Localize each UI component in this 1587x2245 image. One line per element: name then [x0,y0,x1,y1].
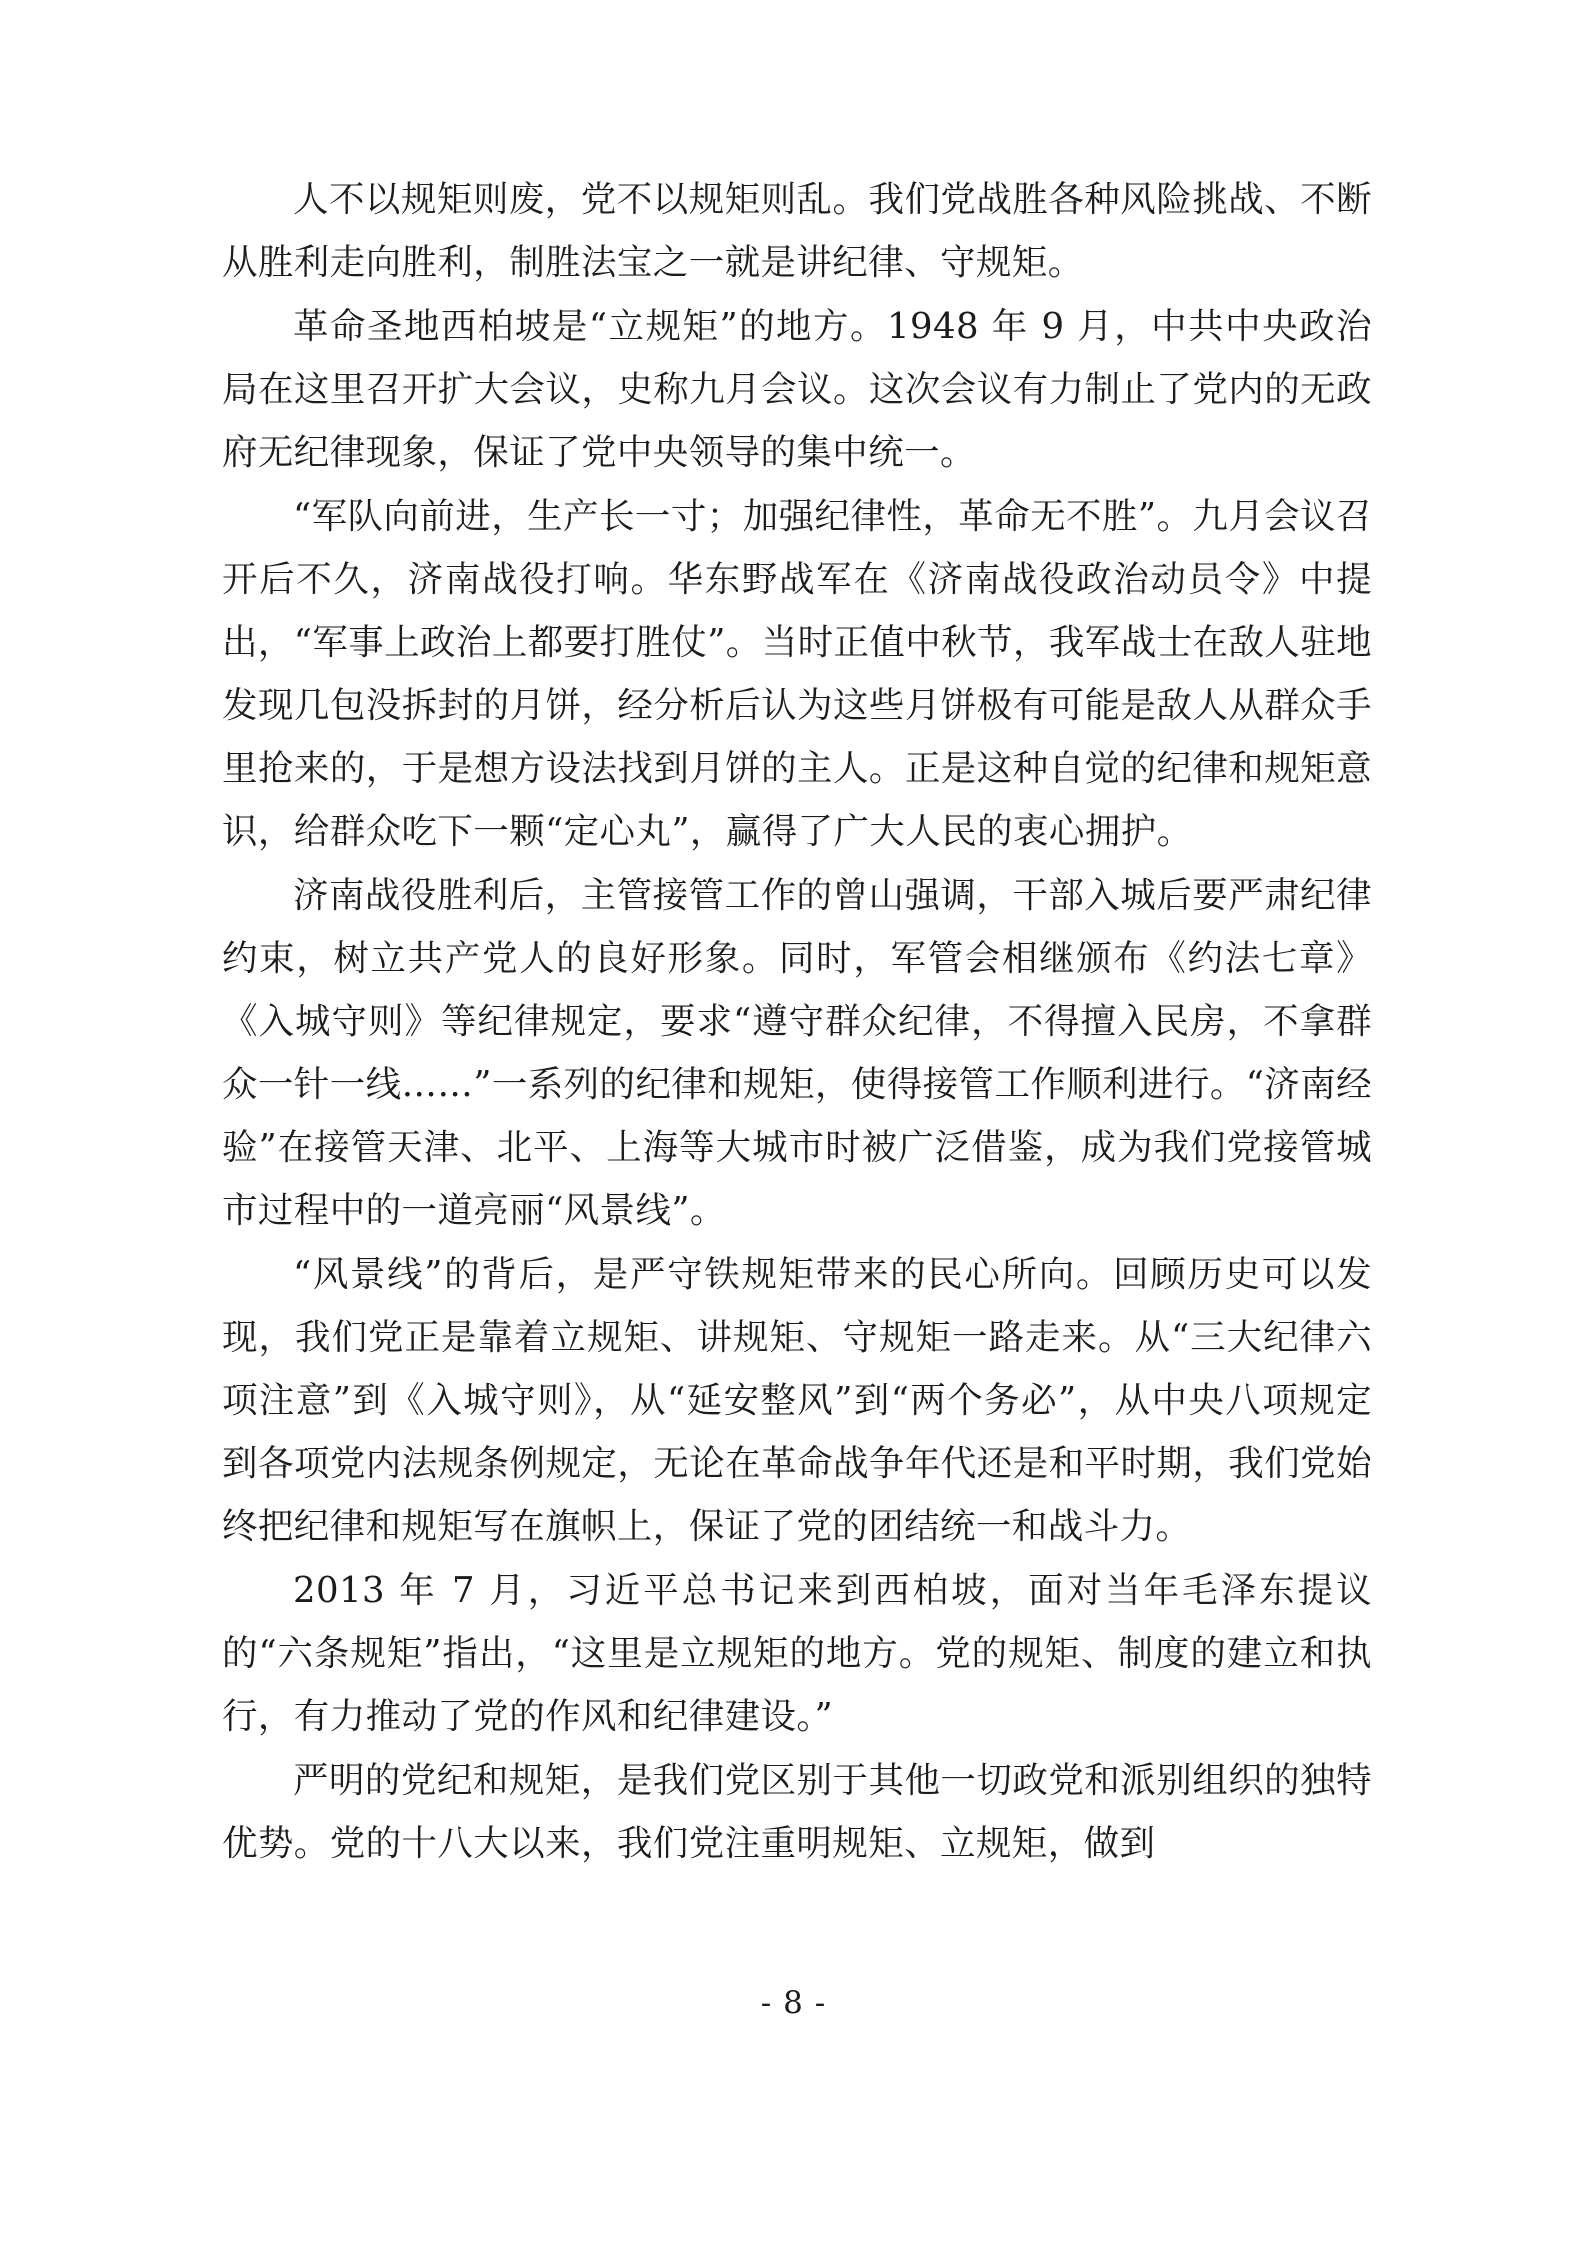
paragraph: 2013 年 7 月，习近平总书记来到西柏坡，面对当年毛泽东提议的“六条规矩”指出，“这里是立规矩的地方。党的规矩、制度的建立和执行，有力推动了党的作风和纪律建设。” [222,1570,1372,1737]
paragraph: “军队向前进，生产长一寸；加强纪律性，革命无不胜”。九月会议召开后不久，济南战役打响。华东野战军在《济南战役政治动员令》中提出，“军事上政治上都要打胜仗”。当时正值中秋节，我军战士在敌人驻地发现几包没拆封的月饼，经分析后认为这些月饼极有可能是敌人从群众手里抢来的，于是想方设法找到月饼的主人。正是这种自觉的纪律和规矩意识，给群众吃下一颗“定心丸”，赢得了广大人民的衷心拥护。 [222,496,1372,852]
paragraph: 人不以规矩则废，党不以规矩则乱。我们党战胜各种风险挑战、不断从胜利走向胜利，制胜法宝之一就是讲纪律、守规矩。 [222,179,1372,283]
page-number: - 8 - [760,1985,827,2021]
page-body [222,168,1372,1876]
paragraph: 济南战役胜利后，主管接管工作的曾山强调，干部入城后要严肃纪律约束，树立共产党人的良好形象。同时，军管会相继颁布《约法七章》《入城守则》等纪律规定，要求“遵守群众纪律，不得擅入民房，不拿群众一针一线……”一系列的纪律和规矩，使得接管工作顺利进行。“济南经验”在接管天津、北平、上海等大城市时被广泛借鉴，成为我们党接管城市过程中的一道亮丽“风景线”。 [222,875,1372,1231]
paragraph: 革命圣地西柏坡是“立规矩”的地方。1948 年 9 月，中共中央政治局在这里召开扩大会议，史称九月会议。这次会议有力制止了党内的无政府无纪律现象，保证了党中央领导的集中统一。 [222,306,1372,473]
paragraph: 严明的党纪和规矩，是我们党区别于其他一切政党和派别组织的独特优势。党的十八大以来，我们党注重明规矩、立规矩，做到 [222,1760,1372,1864]
paragraph: “风景线”的背后，是严守铁规矩带来的民心所向。回顾历史可以发现，我们党正是靠着立规矩、讲规矩、守规矩一路走来。从“三大纪律六项注意”到《入城守则》，从“延安整风”到“两个务必”，从中央八项规定到各项党内法规条例规定，无论在革命战争年代还是和平时期，我们党始终把纪律和规矩写在旗帜上，保证了党的团结统一和战斗力。 [222,1254,1372,1547]
